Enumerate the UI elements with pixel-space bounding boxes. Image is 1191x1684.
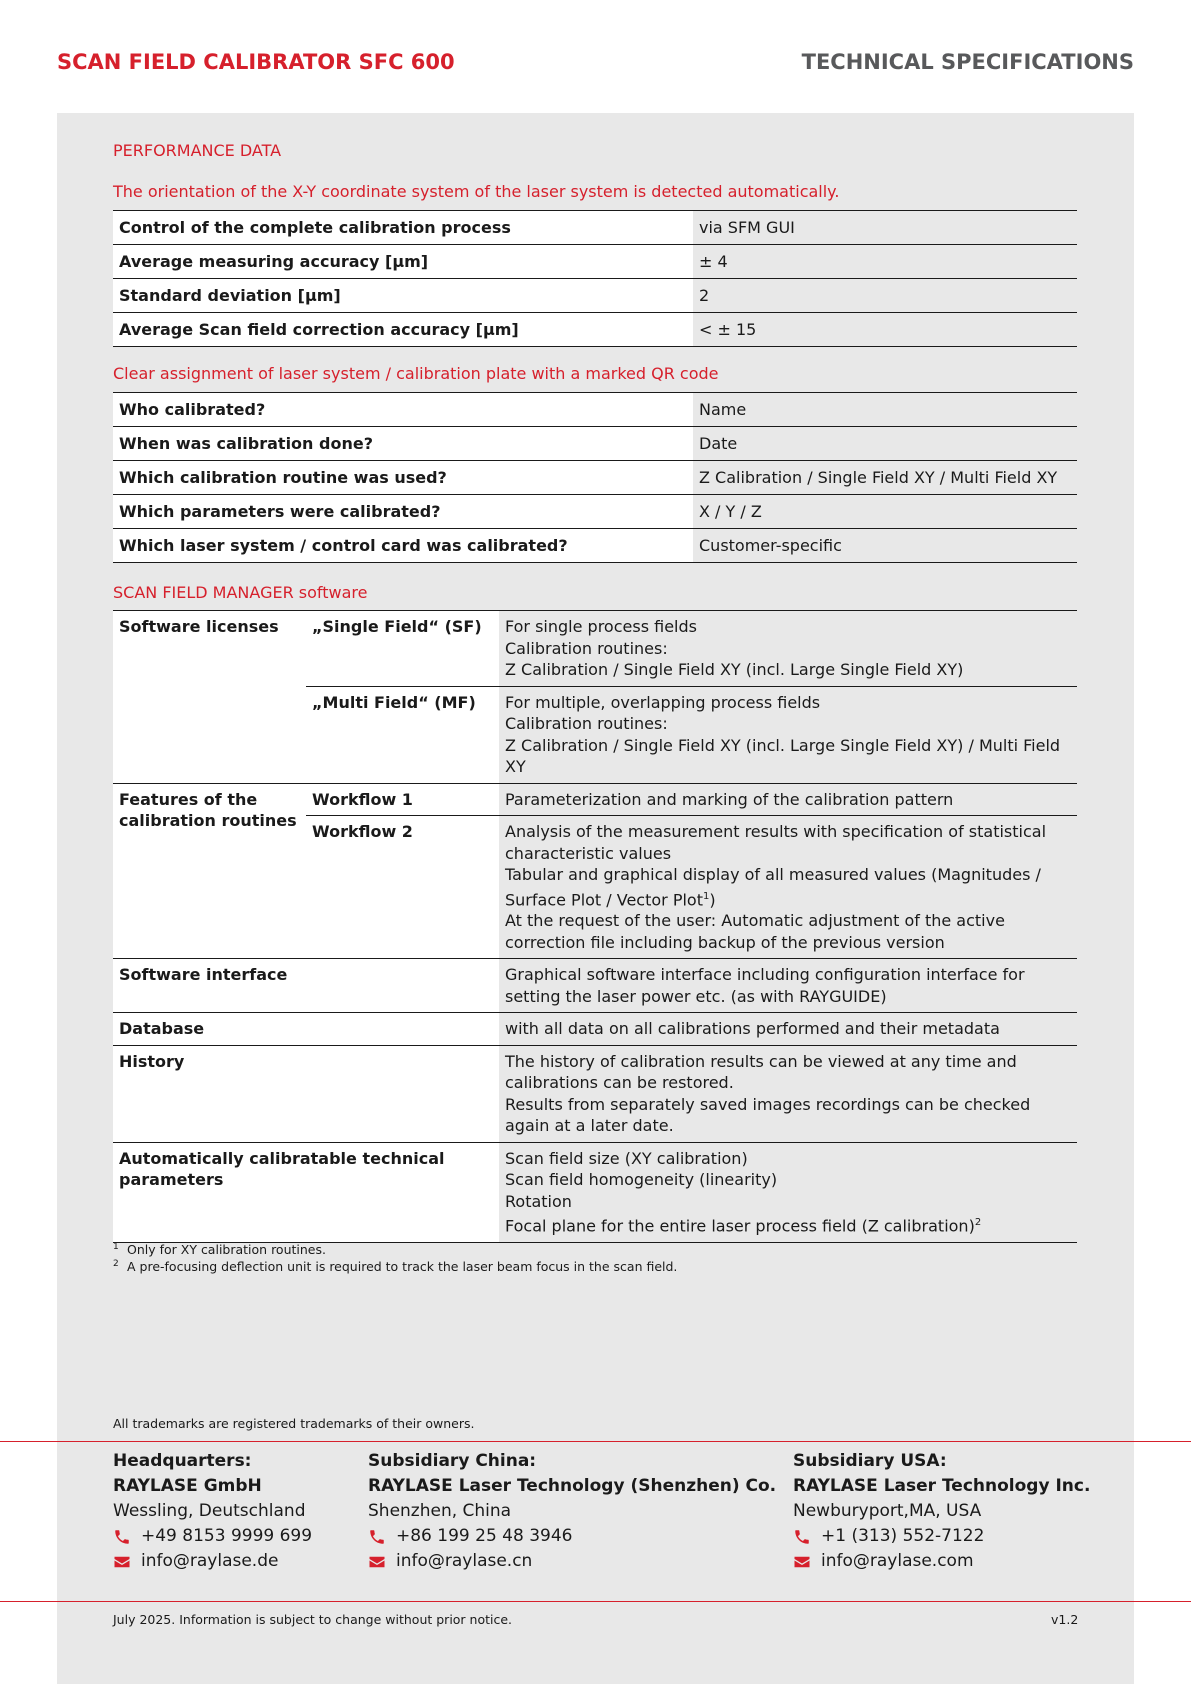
table-row: [113, 1013, 1077, 1046]
spec-value: Date: [693, 427, 1077, 461]
trademark-note: All trademarks are registered trademarks of their owners.: [113, 1416, 475, 1431]
spec-value: via SFM GUI: [693, 211, 1077, 245]
licenses-label: Software licenses: [113, 611, 306, 784]
auto-params-label: Automatically calibratable technical parameters: [113, 1142, 499, 1242]
email-icon: [368, 1553, 386, 1571]
table-row: [113, 1045, 1077, 1142]
workflow-1-text: Parameterization and marking of the calibration pattern: [499, 783, 1077, 816]
table-row: [113, 611, 1077, 687]
table-row: [113, 245, 1077, 279]
multi-field-text: For multiple, overlapping process fields Calibration routines: Z Calibration / Single Field XY (incl. Large Single Field XY) / Multi Field XY: [499, 686, 1077, 783]
software-title: SCAN FIELD MANAGER software: [113, 583, 368, 602]
email-icon: [113, 1553, 131, 1571]
workflow-2-label: Workflow 2: [306, 816, 499, 959]
table-row: [113, 313, 1077, 347]
phone-number: +49 8153 9999 699: [141, 1526, 313, 1546]
table-row: [113, 783, 1077, 816]
workflow-1-label: Workflow 1: [306, 783, 499, 816]
single-field-text: For single process fields Calibration routines: Z Calibration / Single Field XY (incl. Large Single Field XY): [499, 611, 1077, 687]
spec-value: Name: [693, 393, 1077, 427]
page-header: [57, 50, 1134, 74]
interface-label: Software interface: [113, 959, 306, 1013]
product-title: SCAN FIELD CALIBRATOR SFC 600: [57, 50, 455, 74]
footer-note: July 2025. Information is subject to change without prior notice.: [113, 1612, 513, 1627]
spec-key: Which calibration routine was used?: [113, 461, 693, 495]
spec-key: Average Scan field correction accuracy [µm]: [113, 313, 693, 347]
footnote: 2 A pre-focusing deflection unit is required to track the laser beam focus in the scan field.: [113, 1259, 678, 1274]
contact-china: Subsidiary China: RAYLASE Laser Technology (Shenzhen) Co. Shenzhen, China +86 199 25 48 3946 info@raylase.cn: [368, 1449, 776, 1574]
single-field-label: „Single Field“ (SF): [306, 611, 499, 687]
multi-field-label: „Multi Field“ (MF): [306, 686, 499, 783]
spec-key: Who calibrated?: [113, 393, 693, 427]
assignment-table: [113, 392, 1077, 563]
spec-key: Control of the complete calibration process: [113, 211, 693, 245]
features-label: Features of the calibration routines: [113, 783, 306, 959]
phone-icon: [113, 1528, 131, 1546]
spec-value: ± 4: [693, 245, 1077, 279]
performance-subtitle: The orientation of the X-Y coordinate system of the laser system is detected automatically.: [113, 182, 840, 201]
divider: [0, 1601, 1191, 1602]
table-row: [113, 393, 1077, 427]
performance-table: [113, 210, 1077, 347]
table-row: [113, 461, 1077, 495]
divider: [0, 1441, 1191, 1442]
contact-headquarters: Headquarters: RAYLASE GmbH Wessling, Deutschland +49 8153 9999 699 info@raylase.de: [113, 1449, 312, 1574]
table-row: [113, 211, 1077, 245]
spec-key: Which laser system / control card was calibrated?: [113, 529, 693, 563]
auto-params-text: Scan field size (XY calibration) Scan field homogeneity (linearity) Rotation Focal plane for the entire laser process field (Z calibration)$^2$: [499, 1142, 1077, 1242]
email-address: info@raylase.com: [821, 1551, 974, 1571]
spec-value: < ± 15: [693, 313, 1077, 347]
table-row: [113, 427, 1077, 461]
table-row: [113, 1142, 1077, 1242]
interface-text: Graphical software interface including configuration interface for setting the laser power etc. (as with RAYGUIDE): [499, 959, 1077, 1013]
spec-value: X / Y / Z: [693, 495, 1077, 529]
email-address: info@raylase.cn: [396, 1551, 533, 1571]
history-text: The history of calibration results can be viewed at any time and calibrations can be restored. Results from separately saved images recordings can be checked again at a later date.: [499, 1045, 1077, 1142]
spec-value: 2: [693, 279, 1077, 313]
phone-icon: [793, 1528, 811, 1546]
table-row: [113, 495, 1077, 529]
document-type: TECHNICAL SPECIFICATIONS: [801, 50, 1134, 74]
spec-value: Z Calibration / Single Field XY / Multi Field XY: [693, 461, 1077, 495]
database-label: Database: [113, 1013, 306, 1046]
table-row: [113, 959, 1077, 1013]
database-text: with all data on all calibrations performed and their metadata: [499, 1013, 1077, 1046]
version-label: v1.2: [1051, 1612, 1079, 1627]
contact-usa: Subsidiary USA: RAYLASE Laser Technology Inc. Newburyport,MA, USA +1 (313) 552-7122 info@raylase.com: [793, 1449, 1090, 1574]
email-address: info@raylase.de: [141, 1551, 279, 1571]
spec-key: Standard deviation [µm]: [113, 279, 693, 313]
history-label: History: [113, 1045, 306, 1142]
assignment-subtitle: Clear assignment of laser system / calibration plate with a marked QR code: [113, 364, 719, 383]
email-icon: [793, 1553, 811, 1571]
spec-key: Average measuring accuracy [µm]: [113, 245, 693, 279]
spec-key: Which parameters were calibrated?: [113, 495, 693, 529]
phone-number: +86 199 25 48 3946: [396, 1526, 573, 1546]
table-row: [113, 279, 1077, 313]
spec-value: Customer-specific: [693, 529, 1077, 563]
footnote: 1 Only for XY calibration routines.: [113, 1242, 326, 1257]
spec-key: When was calibration done?: [113, 427, 693, 461]
table-row: [113, 529, 1077, 563]
footnotes: [113, 1241, 677, 1275]
phone-icon: [368, 1528, 386, 1546]
software-table: [113, 610, 1077, 1243]
phone-number: +1 (313) 552-7122: [821, 1526, 985, 1546]
workflow-2-text: Analysis of the measurement results with specification of statistical characteristic values Tabular and graphical display of all measured values (Magnitudes / Surface Plot / Vector Plot$^1$) At the request of the user: Automatic adjustment of the active correction file including backup of the previous version: [499, 816, 1077, 959]
performance-title: PERFORMANCE DATA: [113, 141, 282, 160]
